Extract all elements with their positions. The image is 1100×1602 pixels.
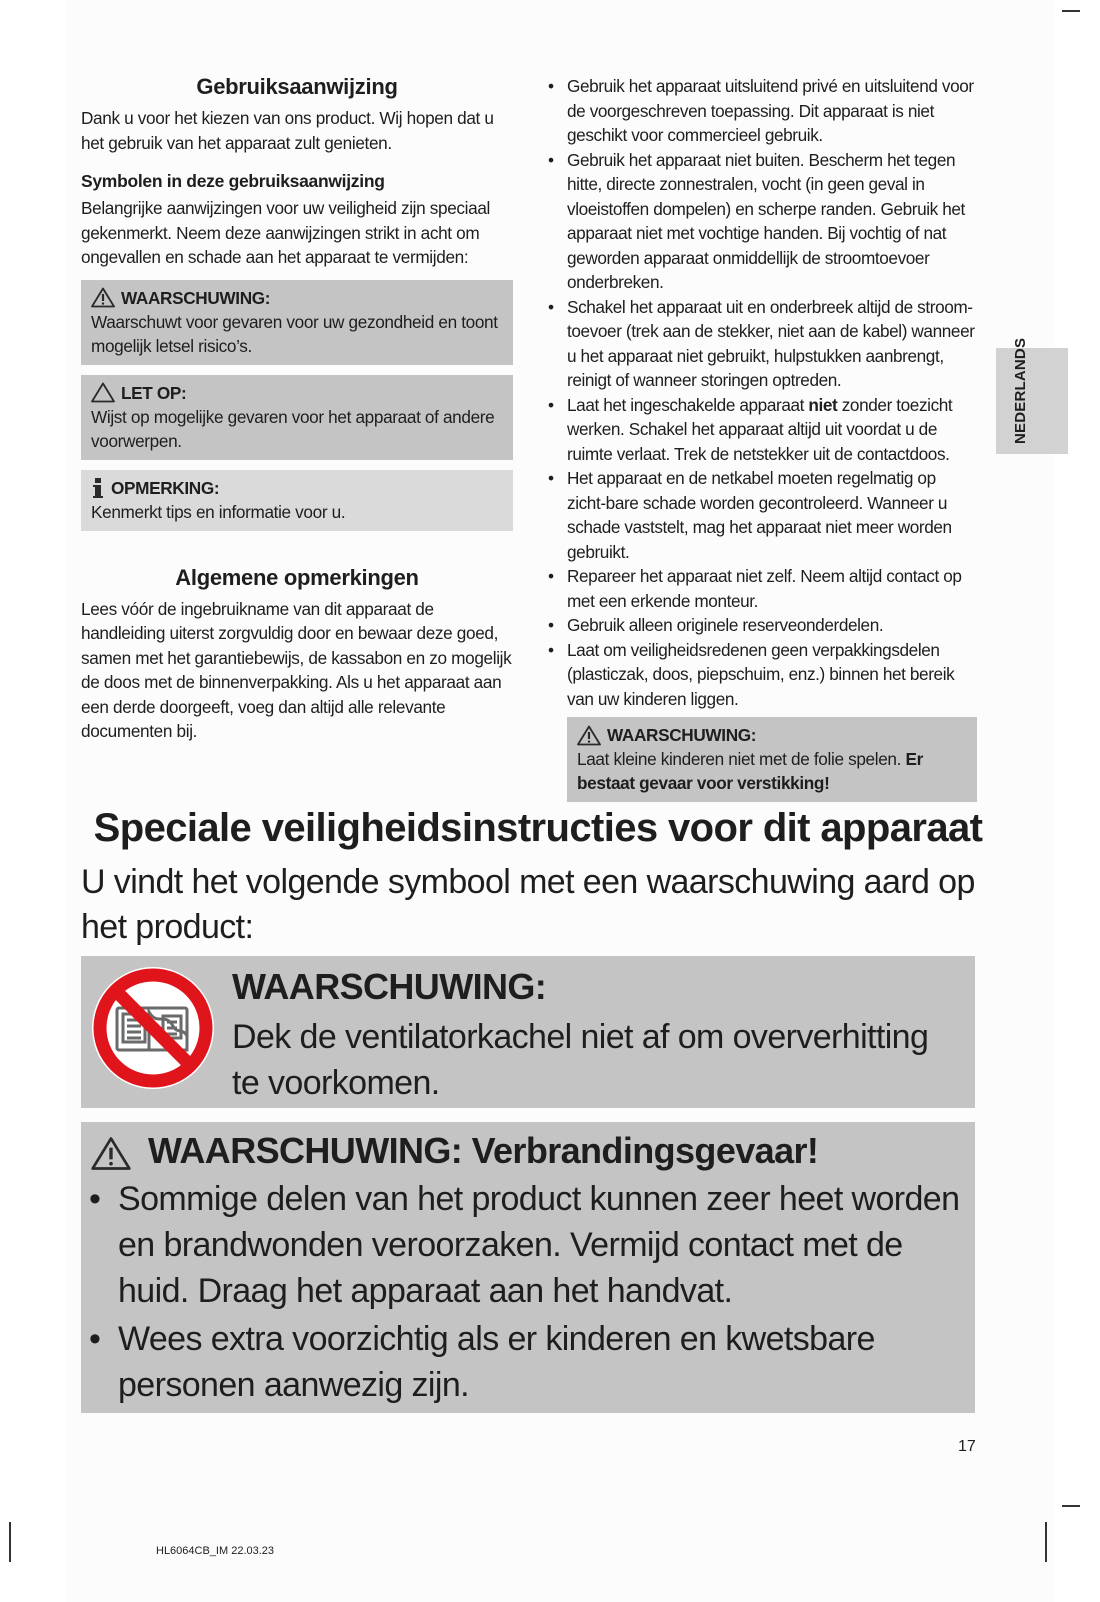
list-item-text: Wees extra voorzichtig als er kinderen en kwetsbare personen aanwezig zijn. xyxy=(118,1320,875,1404)
packaging-warning-head xyxy=(577,723,967,747)
note-notice-text: Kenmerkt tips en informatie voor u. xyxy=(91,501,346,522)
section-heading-manual: Gebruiksaanwijzing xyxy=(196,74,398,99)
burn-warning-box xyxy=(81,1122,975,1413)
list-item-text: zonder toezicht werken. Schakel het apparaat altijd uit voordat u de ruimte verlaat. Trek de netstekker uit de contactdoos. xyxy=(567,394,953,464)
packaging-warning-body: Laat kleine kinderen niet met de folie spelen. xyxy=(577,749,906,769)
note-notice-title: OPMERKING: xyxy=(111,477,220,498)
caution-notice xyxy=(81,375,513,460)
document-code: HL6064CB_IM 22.03.23 xyxy=(156,1545,275,1557)
warning-notice-title: WAARSCHUWING: xyxy=(121,287,271,308)
symbols-heading: Symbolen in deze gebruiksaanwijzing xyxy=(81,171,385,191)
list-item: • Gebruik alleen originele reserveonderdelen. xyxy=(548,615,884,635)
caution-triangle-icon xyxy=(91,382,115,403)
packaging-warning-emphasis: Er bestaat gevaar voor verstikking! xyxy=(577,749,923,793)
list-item-text: Laat het ingeschakelde apparaat xyxy=(567,394,809,415)
list-item: • Repareer het apparaat niet zelf. Neem altijd contact op met een erkende monteur. xyxy=(548,566,962,611)
note-notice xyxy=(81,470,513,531)
crop-mark xyxy=(9,1522,11,1562)
do-not-cover-prohibition-icon xyxy=(91,966,215,1090)
warning-triangle-icon xyxy=(91,1136,131,1171)
crop-mark xyxy=(1045,1522,1047,1562)
warning-notice-text: Waarschuwt voor gevaren voor uw gezondheid en toont mogelijk letsel risico’s. xyxy=(91,311,498,356)
list-item-text: Laat om veiligheidsredenen geen verpakkingsdelen (plasticzak, doos, piepschuim, enz.) binnen het bereik van uw kinderen liggen. xyxy=(567,639,955,709)
list-item-text: Repareer het apparaat niet zelf. Neem altijd contact op met een erkende monteur. xyxy=(567,566,962,611)
cover-warning-box xyxy=(81,956,975,1108)
note-notice-head xyxy=(91,476,503,500)
page-number: 17 xyxy=(958,1438,976,1455)
cover-warning-title: WAARSCHUWING: xyxy=(232,966,547,1007)
warning-notice xyxy=(81,280,513,365)
intro-text: Dank u voor het kiezen van ons product. Wij hopen dat u het gebruik van het apparaat zult genieten. xyxy=(81,108,494,153)
list-item-text: Gebruik alleen originele reserveonderdelen. xyxy=(567,615,884,635)
warning-triangle-icon xyxy=(577,725,601,746)
right-column xyxy=(545,74,977,802)
language-tab-label: NEDERLANDS xyxy=(1012,337,1029,444)
caution-notice-text: Wijst op mogelijke gevaren voor het apparaat of andere voorwerpen. xyxy=(91,406,495,451)
cover-warning-text: Dek de ventilatorkachel niet af om oververhitting te voorkomen. xyxy=(232,1018,929,1102)
burn-warning-list xyxy=(81,1176,961,1408)
list-item-text: Gebruik het apparaat niet buiten. Bescherm het tegen hitte, directe zonnestralen, vocht (in geen geval in vloeistoffen dompelen) en scherpe randen. Gebruik het apparaat niet met vochtige handen. Bij vochtig of nat geworden apparaat onmiddellijk de stroomtoevoer onderbreken. xyxy=(567,149,965,292)
crop-mark xyxy=(1062,10,1080,12)
list-item: • Schakel het apparaat uit en onderbreek altijd de stroom-toevoer (trek aan de stekker, niet aan de kabel) wanneer u het apparaat niet gebruikt, hulpstukken aanbrengt, reinigt of wanneer storingen optreden. xyxy=(548,296,975,390)
left-column xyxy=(81,74,513,744)
burn-warning-title: WAARSCHUWING: Verbrandingsgevaar! xyxy=(148,1130,819,1171)
list-item: • Sommige delen van het product kunnen zeer heet worden en brandwonden veroorzaken. Vermijd contact met de huid. Draag het apparaat aan het handvat. xyxy=(89,1180,960,1310)
list-item: • Laat om veiligheidsredenen geen verpakkingsdelen (plasticzak, doos, piepschuim, enz.) binnen het bereik van uw kinderen liggen. xyxy=(548,639,955,709)
crop-mark xyxy=(1062,1505,1080,1507)
list-item-text: Schakel het apparaat uit en onderbreek altijd de stroom-toevoer (trek aan de stekker, niet aan de kabel) wanneer u het apparaat niet gebruikt, hulpstukken aanbrengt, reinigt of wanneer storingen optreden. xyxy=(567,296,975,390)
section-heading-general: Algemene opmerkingen xyxy=(175,564,419,590)
general-text: Lees vóór de ingebruikname van dit apparaat de handleiding uiterst zorgvuldig door en bewaar deze goed, samen met het garantiebewijs, de kassabon en zo mogelijk de doos met de binnenverpakking. Als u het apparaat aan een derde doorgeeft, voeg dan altijd alle relevante documenten bij. xyxy=(81,598,512,741)
warning-triangle-icon xyxy=(91,287,115,308)
language-tab xyxy=(996,337,1068,454)
special-safety-intro: U vindt het volgende symbool met een waarschuwing aard op het product: xyxy=(81,863,975,946)
list-item-text: Sommige delen van het product kunnen zeer heet worden en brandwonden veroorzaken. Vermijd contact met de huid. Draag het apparaat aan het handvat. xyxy=(118,1180,960,1310)
packaging-warning-title: WAARSCHUWING: xyxy=(607,725,757,745)
list-item: • Het apparaat en de netkabel moeten regelmatig op zicht-bare schade worden gecontroleerd. Wanneer u schade vaststelt, mag het apparaat niet meer worden gebruikt. xyxy=(548,468,952,562)
list-item: • Laat het ingeschakelde apparaat niet zonder toezicht werken. Schakel het apparaat altijd uit voordat u de ruimte verlaat. Trek de netstekker uit de contactdoos. xyxy=(548,394,953,464)
info-icon xyxy=(91,477,105,499)
warning-notice-head xyxy=(91,286,503,310)
safety-bullet-list xyxy=(545,74,977,711)
caution-notice-title: LET OP: xyxy=(121,382,187,403)
list-item-emphasis: niet xyxy=(808,394,838,415)
symbols-text: Belangrijke aanwijzingen voor uw veiligheid zijn speciaal gekenmerkt. Neem deze aanwijzingen strikt in acht om ongevallen en schade aan het apparaat te vermijden: xyxy=(81,198,491,267)
special-safety-title: Speciale veiligheidsinstructies voor dit apparaat xyxy=(93,806,983,850)
list-item: • Gebruik het apparaat niet buiten. Bescherm het tegen hitte, directe zonnestralen, vocht (in geen geval in vloeistoffen dompelen) en scherpe randen. Gebruik het apparaat niet met vochtige handen. Bij vochtig of nat geworden apparaat onmiddellijk de stroomtoevoer onderbreken. xyxy=(548,149,965,292)
packaging-warning-notice xyxy=(567,717,977,802)
list-item-text: Gebruik het apparaat uitsluitend privé en uitsluitend voor de voorgeschreven toepassing. Dit apparaat is niet geschikt voor commercieel gebruik. xyxy=(567,76,974,145)
list-item: • Gebruik het apparaat uitsluitend privé en uitsluitend voor de voorgeschreven toepassing. Dit apparaat is niet geschikt voor commercieel gebruik. xyxy=(548,76,974,145)
list-item: • Wees extra voorzichtig als er kinderen en kwetsbare personen aanwezig zijn. xyxy=(89,1320,875,1404)
packaging-warning-text xyxy=(577,747,967,795)
caution-notice-head xyxy=(91,381,503,405)
list-item-text: Het apparaat en de netkabel moeten regelmatig op zicht-bare schade worden gecontroleerd. Wanneer u schade vaststelt, mag het apparaat niet meer worden gebruikt. xyxy=(567,468,952,562)
